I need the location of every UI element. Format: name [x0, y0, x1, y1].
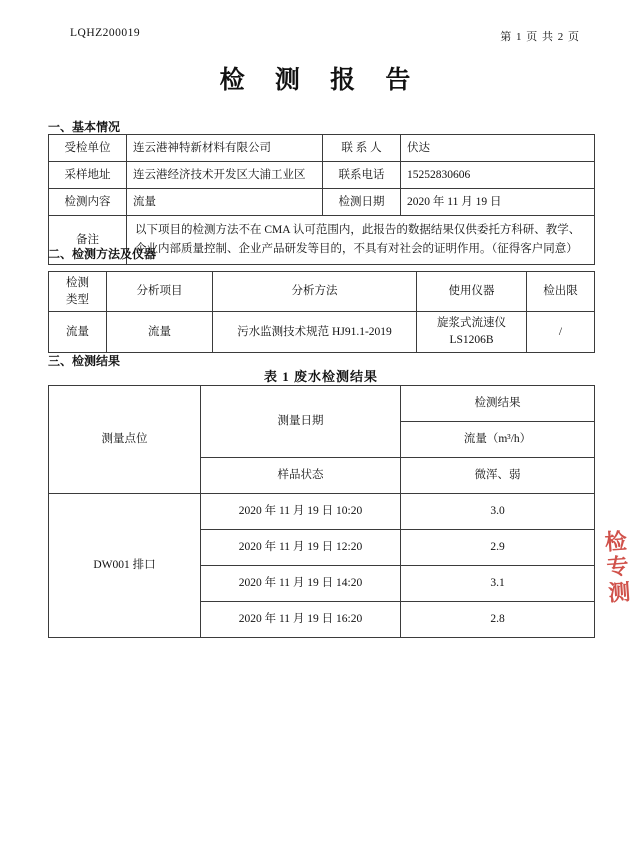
table-row	[49, 189, 595, 216]
cell-type: 流量	[49, 312, 107, 352]
cell-detection-limit: /	[527, 312, 595, 352]
value-phone: 15252830606	[401, 162, 595, 189]
result-table-caption: 表 1 废水检测结果	[263, 369, 378, 384]
value-content: 流量	[127, 189, 323, 216]
table-row	[49, 312, 595, 352]
header-type-line1: 检测	[66, 277, 89, 289]
table-header-row	[49, 386, 595, 422]
value-unit: 连云港神特新材料有限公司	[127, 135, 323, 162]
label-sample-state: 样品状态	[201, 458, 401, 494]
cell-instrument	[417, 312, 527, 352]
header-item: 分析项目	[107, 272, 213, 312]
section-heading-result: 三、检测结果	[48, 354, 121, 368]
value-sample-state: 微浑、弱	[401, 458, 595, 494]
stamp-char-2: 专	[605, 554, 630, 582]
result-table	[48, 385, 595, 638]
cell-date: 2020 年 11 月 19 日 16:20	[201, 602, 401, 638]
label-content: 检测内容	[49, 189, 127, 216]
cell-date: 2020 年 11 月 19 日 14:20	[201, 566, 401, 602]
page-title: 检 测 报 告	[219, 67, 423, 94]
red-stamp-mark	[598, 529, 640, 646]
label-unit: 受检单位	[49, 135, 127, 162]
header-result: 检测结果	[401, 386, 595, 422]
header-detection-limit: 检出限	[527, 272, 595, 312]
cell-value: 3.0	[401, 494, 595, 530]
value-address: 连云港经济技术开发区大浦工业区	[127, 162, 323, 189]
table-row	[49, 162, 595, 189]
stamp-char-3: 测	[607, 579, 632, 607]
cell-date: 2020 年 11 月 19 日 12:20	[201, 530, 401, 566]
label-note: 备注	[49, 216, 127, 265]
label-date: 检测日期	[323, 189, 401, 216]
header-instrument: 使用仪器	[417, 272, 527, 312]
cell-method: 污水监测技术规范 HJ91.1-2019	[213, 312, 417, 352]
table-row	[49, 494, 595, 530]
cell-instrument-line1: 旋浆式流速仪	[437, 317, 506, 330]
header-type-line2: 类型	[66, 293, 89, 306]
label-contact: 联 系 人	[323, 135, 401, 162]
cell-date: 2020 年 11 月 19 日 10:20	[201, 494, 401, 530]
header-unit: 流量（m³/h）	[401, 422, 595, 458]
page-indicator: 第 1 页 共 2 页	[500, 31, 580, 43]
value-note: 以下项目的检测方法不在 CMA 认可范围内，此报告的数据结果仅供委托方科研、教学、企业内部质量控制、企业产品研发等目的，不具有对社会的证明作用。（征得客户同意）	[127, 216, 595, 265]
cell-value: 3.1	[401, 566, 595, 602]
value-contact: 伏达	[401, 135, 595, 162]
header-type	[49, 272, 107, 312]
cell-value: 2.8	[401, 602, 595, 638]
method-table	[48, 271, 595, 353]
stamp-char-1: 检	[604, 529, 628, 556]
header-date: 测量日期	[201, 386, 401, 458]
document-number: LQHZ200019	[70, 27, 141, 39]
table-header-row	[49, 272, 595, 312]
cell-item: 流量	[107, 312, 213, 352]
label-address: 采样地址	[49, 162, 127, 189]
table-row	[49, 135, 595, 162]
section-heading-method: 二、检测方法及仪器	[48, 247, 157, 261]
header-method: 分析方法	[213, 272, 417, 312]
cell-value: 2.9	[401, 530, 595, 566]
value-date: 2020 年 11 月 19 日	[401, 189, 595, 216]
label-phone: 联系电话	[323, 162, 401, 189]
cell-point-name: DW001 排口	[49, 494, 201, 638]
section-heading-basic: 一、基本情况	[48, 120, 121, 134]
cell-instrument-line2: LS1206B	[449, 334, 494, 347]
header-point: 测量点位	[49, 386, 201, 494]
